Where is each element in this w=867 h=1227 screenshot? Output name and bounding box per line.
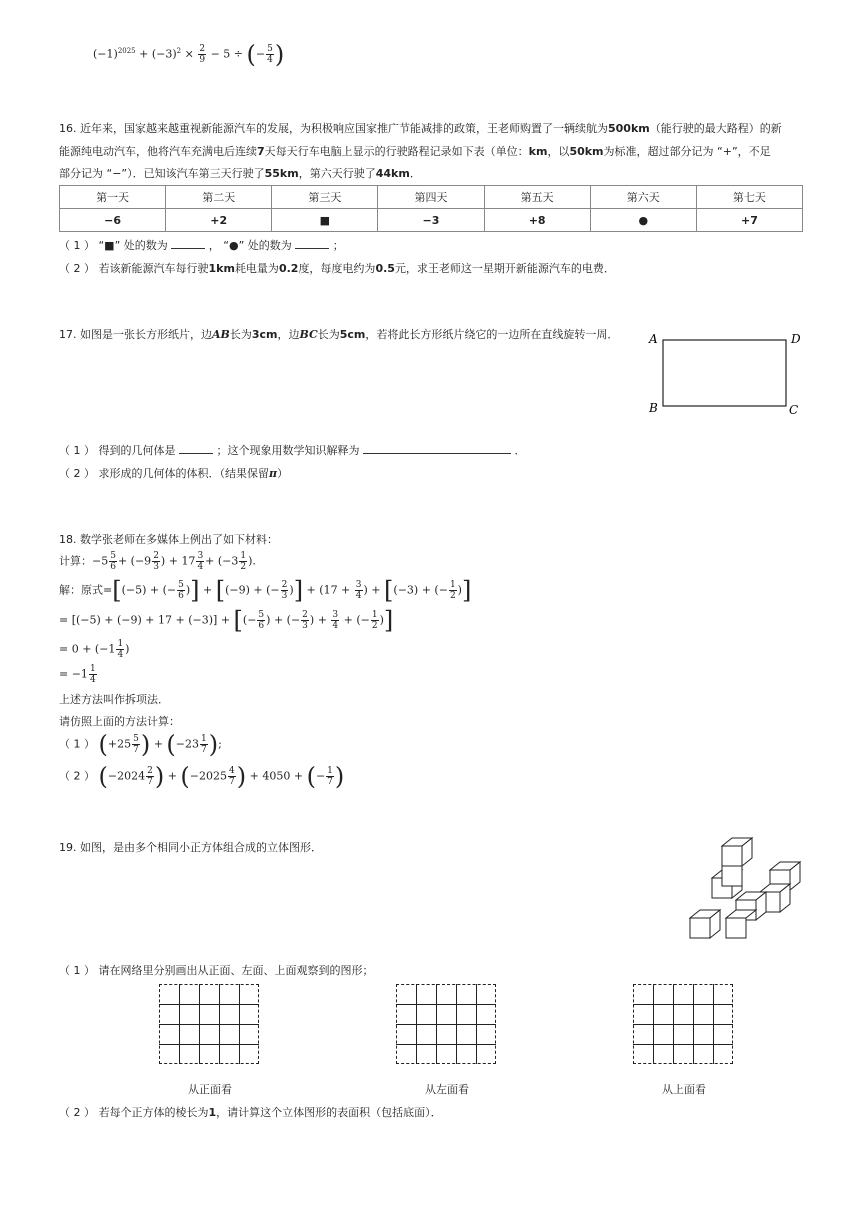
q18-sub1: （ 1 ） (+25 $\frac{5}{7}$ ) + (−23 $\frac{1}{7}$ ); [59, 730, 222, 759]
drawing-grid-top[interactable] [633, 984, 733, 1064]
table-row [60, 209, 803, 232]
label-d: D [791, 332, 801, 346]
answer-blank[interactable] [171, 238, 205, 249]
q18-line3: = [(−5) + (−9) + 17 + (−3)] + [(− $\frac{5}{6}$ ) + (− $\frac{2}{3}$ ) + $\frac{3}{4}$ + (− $\frac{1}{2}$ )] [59, 606, 394, 635]
table-cell: −6 [60, 209, 166, 232]
cube [690, 910, 720, 938]
q19-intro: 19. 如图，是由多个相同小正方体组合成的立体图形． [59, 841, 322, 854]
q18-solve-line: 解：原式=[(−5) + (− $\frac{5}{6}$ )] + [(−9) + (− $\frac{2}{3}$ )] + (17 + $\frac{3}{4}$ ) + [(−3) + (− $\frac{1}{2}$ )] [59, 576, 472, 605]
answer-blank[interactable] [363, 443, 511, 454]
q17-stem: 17. 如图是一张长方形纸片，边AB长为3cm，边BC长为5cm，若将此长方形纸片绕它的一边所在直线旋转一周． [59, 328, 619, 341]
table-cell: ● [590, 209, 696, 232]
fraction: $\frac{5}{4}$ [267, 44, 273, 65]
q16-line1: 16. 近年来，国家越来越重视新能源汽车的发展，为积极响应国家推广节能减排的政策，王老师购置了一辆续航为500km（能行驶的最大路程）的新 [59, 122, 782, 135]
q16-sub2: （ 2 ） 若该新能源汽车每行驶1km耗电量为0.2度，每度电约为0.5元，求王老师这一星期开新能源汽车的电费． [59, 262, 615, 275]
q18-line5: = −1 $\frac{1}{4}$ [59, 664, 96, 685]
mileage-table [59, 185, 803, 232]
q17-sub2: （ 2 ） 求形成的几何体的体积．（结果保留π） [59, 467, 289, 480]
table-cell: −3 [378, 209, 484, 232]
q18-line4: = 0 + (−1 $\frac{1}{4}$ ) [59, 639, 130, 660]
table-cell: +7 [696, 209, 802, 232]
table-header-cell: 第二天 [166, 186, 272, 209]
fraction: $\frac{2}{9}$ [199, 44, 206, 65]
cube-stack-figure [686, 834, 806, 944]
cube [722, 838, 752, 866]
q18-calc-line: 计算：−5 $\frac{5}{6}$ + (−9 $\frac{2}{3}$ ) + 17 $\frac{3}{4}$ + (−3 $\frac{1}{2}$ ). [59, 551, 256, 572]
q16-sub1: （ 1 ） “■” 处的数为 ， “●” 处的数为 ； [59, 239, 344, 252]
cube [726, 910, 756, 938]
table-header-cell: 第七天 [696, 186, 802, 209]
table-cell: +8 [484, 209, 590, 232]
q18-method: 上述方法叫作拆项法． [59, 693, 169, 706]
table-header-cell: 第一天 [60, 186, 166, 209]
label-c: C [789, 403, 799, 417]
rectangle-figure [645, 328, 810, 420]
table-cell: +2 [166, 209, 272, 232]
q17-sub1: （ 1 ） 得到的几何体是 ；这个现象用数学知识解释为 ． [59, 444, 526, 457]
drawing-grid-front[interactable] [159, 984, 259, 1064]
caption-front-view: 从正面看 [188, 1083, 232, 1096]
table-header-row [60, 186, 803, 209]
table-cell: ■ [272, 209, 378, 232]
q18-ask: 请仿照上面的方法计算： [59, 715, 180, 728]
drawing-grid-left[interactable] [396, 984, 496, 1064]
q19-sub2: （ 2 ） 若每个正方体的棱长为1，请计算这个立体图形的表面积（包括底面）． [59, 1106, 442, 1119]
q18-intro: 18. 数学张老师在多媒体上例出了如下材料： [59, 533, 278, 546]
table-header-cell: 第六天 [590, 186, 696, 209]
answer-blank[interactable] [295, 238, 329, 249]
table-header-cell: 第三天 [272, 186, 378, 209]
q16-line3: 部分记为 “−”）．已知该汽车第三天行驶了55km，第六天行驶了44km． [59, 167, 421, 180]
table-header-cell: 第五天 [484, 186, 590, 209]
table-header-cell: 第四天 [378, 186, 484, 209]
cube [722, 866, 742, 886]
label-a: A [649, 332, 658, 346]
answer-blank[interactable] [179, 443, 213, 454]
caption-left-view: 从左面看 [425, 1083, 469, 1096]
q15-expression: $(-1)^{2025} + (-3)^2$ × $\frac{2}{9}$ − 5 ÷ (− $\frac{5}{4}$ ) [93, 40, 285, 69]
q16-line2: 能源纯电动汽车，他将汽车充满电后连续7天每天行车电脑上显示的行驶路程记录如下表（单位：km，以50km为标准，超过部分记为 “+”，不足 [59, 145, 771, 158]
rectangle-abcd [663, 340, 786, 406]
caption-top-view: 从上面看 [662, 1083, 706, 1096]
q19-sub1: （ 1 ） 请在网络里分别画出从正面、左面、上面观察到的图形； [59, 964, 374, 977]
label-b: B [649, 401, 658, 415]
q18-sub2: （ 2 ） (−2024 $\frac{2}{7}$ ) + (−2025 $\frac{4}{7}$ ) + 4050 + (− $\frac{1}{7}$ ) [59, 762, 345, 791]
